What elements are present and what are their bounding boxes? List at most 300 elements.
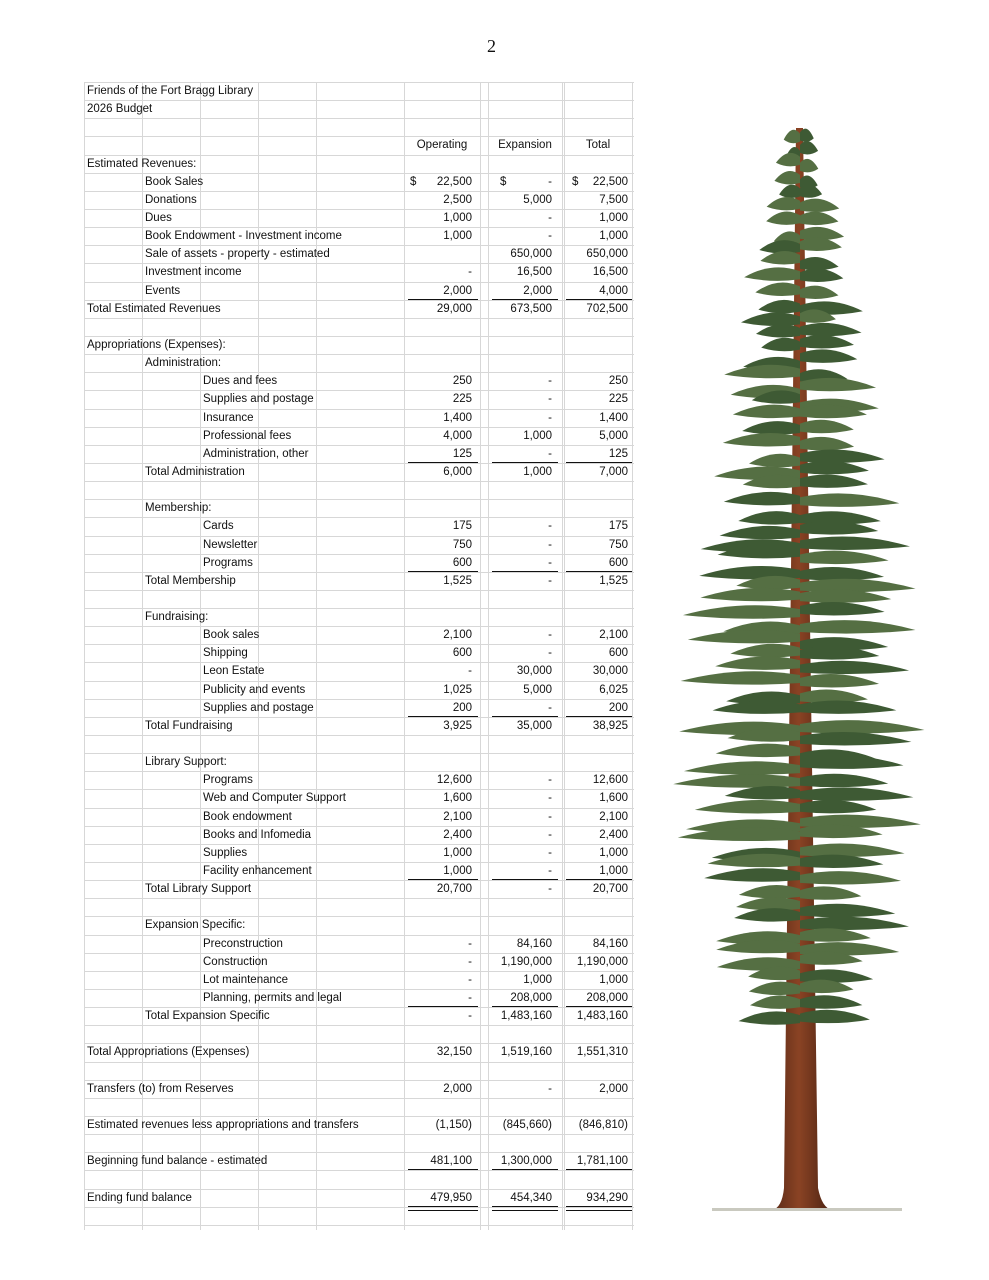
foliage-branch (742, 421, 800, 434)
row-label: Insurance (203, 411, 254, 424)
budget-row-appropriations-expenses (84, 336, 634, 354)
expansion-value: - (548, 629, 552, 642)
expansion-value: 2,000 (523, 284, 552, 297)
budget-row-fundraising (84, 608, 634, 626)
currency-symbol: $ (500, 175, 507, 188)
gridline-horizontal (84, 118, 634, 119)
subtotal-underline (408, 299, 478, 300)
foliage-branch (800, 787, 913, 800)
foliage-branch (800, 159, 818, 172)
total-value: 7,500 (599, 193, 628, 206)
row-label: Supplies and postage (203, 701, 314, 714)
total-value: 2,100 (599, 810, 628, 823)
gridline-horizontal (84, 1170, 634, 1171)
row-label: Events (145, 284, 181, 297)
budget-row-publicity-and-events (84, 681, 634, 699)
foliage-branch (673, 774, 800, 787)
operating-value: - (468, 992, 472, 1004)
foliage-branch (738, 511, 800, 524)
total-value: 16,500 (592, 266, 628, 279)
row-label: Total Library Support (145, 883, 252, 896)
row-label: Total Administration (145, 465, 245, 478)
foliage-branch (739, 885, 800, 898)
foliage-branch (800, 521, 878, 534)
subtotal-underline (566, 299, 632, 300)
expansion-value: 673,500 (510, 302, 552, 315)
expansion-value: 1,300,000 (500, 1155, 552, 1168)
foliage-branch (800, 199, 839, 212)
expansion-value: - (548, 393, 552, 406)
budget-row-book-sales (84, 626, 634, 644)
gridline-horizontal (84, 1134, 634, 1135)
row-label: Donations (145, 193, 197, 206)
total-value: 1,525 (599, 574, 628, 587)
operating-value: 600 (452, 556, 472, 569)
operating-value: 125 (452, 447, 472, 460)
gridline-horizontal (84, 1062, 634, 1063)
operating-value: - (468, 955, 472, 968)
foliage-branch (684, 761, 800, 774)
foliage-branch (800, 904, 895, 917)
budget-row-book-sales (84, 173, 634, 191)
expansion-value: - (548, 865, 552, 878)
expansion-value: - (548, 230, 552, 243)
foliage-branch (749, 454, 800, 467)
operating-value: 1,000 (443, 865, 472, 878)
foliage-branch (723, 433, 800, 446)
foliage-branch (800, 995, 862, 1008)
foliage-branch (800, 129, 814, 142)
budget-row-ending-fund-balance (84, 1189, 634, 1207)
row-label: Total Membership (145, 574, 236, 587)
budget-row-beginning-fund-balance-estimated (84, 1152, 634, 1170)
foliage-branch (681, 671, 800, 684)
gridline-horizontal (84, 1225, 634, 1226)
foliage-branch (744, 267, 800, 280)
subtotal-underline (566, 571, 632, 572)
foliage-branch (761, 338, 800, 351)
subtotal-underline (492, 299, 558, 300)
expansion-value: - (548, 792, 552, 805)
foliage-branch (733, 405, 800, 418)
operating-value: 1,000 (443, 230, 472, 243)
foliage-branch (749, 982, 800, 995)
budget-row-programs (84, 554, 634, 572)
expansion-value: - (548, 556, 552, 569)
expansion-value: - (548, 1082, 552, 1095)
foliage-branch (760, 251, 800, 264)
foliage-branch (800, 323, 862, 336)
operating-value: 2,400 (443, 828, 472, 841)
row-label: Programs (203, 556, 253, 569)
row-label: Beginning fund balance - estimated (87, 1155, 268, 1168)
foliage-branch (700, 588, 800, 601)
expansion-value: - (548, 810, 552, 823)
row-label: Expansion Specific: (145, 919, 246, 932)
row-label: Dues and fees (203, 375, 278, 388)
total-value: 1,000 (599, 230, 628, 243)
row-label: Administration: (145, 357, 222, 370)
foliage-branch (695, 800, 800, 813)
total-value: 702,500 (586, 302, 628, 315)
row-label: Book sales (203, 629, 260, 642)
budget-row-library-support (84, 753, 634, 771)
row-label: Construction (203, 955, 268, 968)
expansion-value: 1,190,000 (500, 955, 552, 968)
foliage-branch (758, 300, 800, 313)
budget-row-leon-estate (84, 662, 634, 680)
budget-row-supplies (84, 844, 634, 862)
row-label: Cards (203, 520, 234, 533)
operating-value: 2,000 (443, 284, 472, 297)
row-label: Book Sales (145, 175, 204, 188)
double-underline (408, 1206, 478, 1211)
title-line-1 (84, 82, 634, 100)
total-value: 20,700 (592, 883, 628, 896)
operating-value: 225 (452, 393, 472, 406)
subtotal-underline (492, 1006, 558, 1007)
budget-row-construction (84, 953, 634, 971)
total-value: 1,781,100 (576, 1155, 628, 1168)
gridline-horizontal (84, 898, 634, 899)
total-value: 38,925 (592, 719, 628, 732)
operating-value: - (468, 665, 472, 678)
row-label: Supplies (203, 846, 248, 859)
foliage-branch (683, 605, 800, 618)
row-label: Ending fund balance (87, 1191, 192, 1204)
operating-value: 3,925 (443, 719, 472, 732)
foliage-branch (774, 171, 800, 184)
row-label: Fundraising: (145, 611, 209, 624)
expansion-value: - (548, 447, 552, 460)
row-label: Library Support: (145, 756, 227, 769)
subtotal-underline (408, 716, 478, 717)
total-value: 125 (608, 447, 628, 460)
subtotal-underline (566, 1006, 632, 1007)
header-operating: Operating (416, 139, 468, 152)
expansion-value: 84,160 (516, 937, 552, 950)
org-name: Friends of the Fort Bragg Library (87, 85, 254, 97)
operating-value: 200 (452, 701, 472, 714)
row-label: Web and Computer Support (203, 792, 346, 805)
row-label: Total Expansion Specific (145, 1010, 270, 1023)
foliage-branch (800, 238, 842, 251)
foliage-branch (724, 492, 800, 505)
total-value: 1,000 (599, 865, 628, 878)
row-label: Investment income (145, 266, 242, 279)
foliage-branch (756, 324, 800, 337)
operating-value: 1,000 (443, 846, 472, 859)
header-total: Total (585, 139, 611, 152)
foliage-branch (800, 674, 879, 687)
budget-row-expansion-specific (84, 916, 634, 934)
total-value: 84,160 (592, 937, 628, 950)
budget-row-lot-maintenance (84, 971, 634, 989)
foliage-branch (713, 700, 800, 713)
row-label: Estimated revenues less appropriations and transfers (87, 1118, 359, 1131)
row-label: Books and Infomedia (203, 828, 312, 841)
expansion-value: 1,000 (523, 465, 552, 478)
foliage-branch (800, 800, 876, 813)
operating-value: - (468, 937, 472, 950)
budget-row-web-and-computer-support (84, 789, 634, 807)
budget-row-transfers-to-from-reserves (84, 1080, 634, 1098)
total-value: 1,000 (599, 846, 628, 859)
row-label: Transfers (to) from Reserves (87, 1082, 234, 1095)
total-value: 1,551,310 (576, 1046, 628, 1059)
row-label: Total Fundraising (145, 719, 233, 732)
row-label: Estimated Revenues: (87, 157, 197, 170)
subtotal-underline (408, 879, 478, 880)
foliage-branch (734, 908, 800, 921)
title-line-2 (84, 100, 634, 118)
expansion-value: 1,000 (523, 429, 552, 442)
budget-row-estimated-revenues (84, 155, 634, 173)
subtotal-underline (408, 462, 478, 463)
subtotal-underline (492, 1169, 558, 1170)
total-value: (846,810) (578, 1118, 628, 1131)
foliage-branch (716, 744, 800, 757)
expansion-value: 30,000 (516, 665, 552, 678)
total-value: 22,500 (592, 175, 628, 188)
row-label: Professional fees (203, 429, 292, 442)
subtotal-underline (566, 462, 632, 463)
operating-value: - (468, 266, 472, 279)
row-label: Appropriations (Expenses): (87, 338, 226, 351)
operating-value: 600 (452, 647, 472, 660)
budget-row-book-endowment (84, 808, 634, 826)
gridline-horizontal (84, 318, 634, 319)
foliage-branch (800, 700, 896, 713)
foliage-branch (715, 656, 800, 669)
total-value: 5,000 (599, 429, 628, 442)
foliage-branch (800, 286, 838, 299)
foliage-branch (800, 579, 916, 592)
foliage-branch (800, 184, 822, 197)
total-value: 650,000 (586, 248, 628, 261)
expansion-value: 1,000 (523, 973, 552, 986)
foliage-branch (704, 868, 800, 881)
foliage-branch (800, 378, 876, 391)
budget-row-total-administration (84, 463, 634, 481)
total-value: 1,483,160 (576, 1010, 628, 1023)
budget-row-insurance (84, 409, 634, 427)
subtotal-underline (408, 571, 478, 572)
foliage-branch (800, 602, 885, 615)
total-value: 12,600 (592, 774, 628, 787)
row-label: Preconstruction (203, 937, 283, 950)
total-value: 1,190,000 (576, 955, 628, 968)
budget-row-total-expansion-specific (84, 1007, 634, 1025)
operating-value: - (468, 1010, 472, 1023)
expansion-value: 16,500 (516, 266, 552, 279)
foliage-branch (800, 774, 888, 787)
expansion-value: - (548, 211, 552, 224)
operating-value: 32,150 (436, 1046, 472, 1059)
total-value: 934,290 (586, 1191, 628, 1204)
operating-value: 1,025 (443, 683, 472, 696)
foliage-branch (800, 732, 911, 745)
budget-row-total-appropriations-expenses (84, 1043, 634, 1061)
double-underline (492, 1206, 558, 1211)
budget-row-administration-other (84, 445, 634, 463)
gridline-horizontal (84, 1025, 634, 1026)
total-value: 1,600 (599, 792, 628, 805)
subtotal-underline (408, 1169, 478, 1170)
budget-row-dues-and-fees (84, 372, 634, 390)
row-label: Leon Estate (203, 665, 265, 678)
foliage-branch (800, 855, 883, 868)
operating-value: 22,500 (436, 175, 472, 188)
foliage-branch (688, 630, 800, 643)
budget-row-administration (84, 354, 634, 372)
expansion-value: - (548, 647, 552, 660)
row-label: Total Appropriations (Expenses) (87, 1046, 250, 1059)
budget-row-professional-fees (84, 427, 634, 445)
foliage-branch (800, 567, 884, 580)
foliage-branch (779, 185, 800, 198)
expansion-value: - (548, 846, 552, 859)
foliage-branch (800, 537, 910, 550)
foliage-branch (800, 755, 903, 768)
expansion-value: 35,000 (516, 719, 552, 732)
foliage-branch (755, 283, 800, 296)
budget-row-facility-enhancement (84, 862, 634, 880)
foliage-branch (800, 928, 871, 941)
budget-row-programs (84, 771, 634, 789)
row-label: Total Estimated Revenues (87, 302, 221, 315)
expansion-value: - (548, 538, 552, 551)
subtotal-underline (492, 462, 558, 463)
subtotal-underline (492, 879, 558, 880)
expansion-value: (845,660) (502, 1118, 552, 1131)
operating-value: 2,100 (443, 810, 472, 823)
operating-value: 175 (452, 520, 472, 533)
budget-row-books-and-infomedia (84, 826, 634, 844)
total-value: 2,400 (599, 828, 628, 841)
expansion-value: 650,000 (510, 248, 552, 261)
total-value: 250 (608, 375, 628, 388)
foliage-branch (800, 335, 854, 348)
operating-value: 1,525 (443, 574, 472, 587)
operating-value: 6,000 (443, 465, 472, 478)
foliage-branch (750, 995, 800, 1008)
budget-row-total-fundraising (84, 717, 634, 735)
ground-line (712, 1208, 902, 1211)
total-value: 225 (608, 393, 628, 406)
row-label: Book endowment (203, 810, 292, 823)
gridline-horizontal (84, 1098, 634, 1099)
expansion-value: 1,519,160 (500, 1046, 552, 1059)
operating-value: 12,600 (436, 774, 472, 787)
row-label: Lot maintenance (203, 973, 289, 986)
foliage-branch (800, 349, 857, 362)
subtotal-underline (566, 1169, 632, 1170)
expansion-value: - (548, 701, 552, 714)
operating-value: - (468, 973, 472, 986)
row-label: Sale of assets - property - estimated (145, 248, 330, 261)
expansion-value: 454,340 (510, 1191, 552, 1204)
foliage-branch (800, 420, 854, 433)
tree-foliage (673, 129, 924, 1025)
total-value: 1,000 (599, 211, 628, 224)
foliage-branch (741, 313, 800, 326)
budget-row-cards (84, 517, 634, 535)
foliage-branch (738, 1011, 800, 1024)
row-label: Supplies and postage (203, 393, 314, 406)
gridline-horizontal (84, 735, 634, 736)
total-value: 6,025 (599, 683, 628, 696)
currency-symbol: $ (572, 175, 579, 188)
expansion-value: - (548, 411, 552, 424)
total-value: 208,000 (586, 992, 628, 1004)
operating-value: 2,000 (443, 1082, 472, 1095)
budget-row-shipping (84, 644, 634, 662)
redwood-tree-illustration (672, 118, 940, 1218)
foliage-branch (730, 644, 800, 657)
budget-row-preconstruction (84, 935, 634, 953)
subtotal-underline (492, 716, 558, 717)
budget-row-total-estimated-revenues (84, 300, 634, 318)
operating-value: 4,000 (443, 429, 472, 442)
operating-value: 1,000 (443, 211, 472, 224)
budget-row-newsletter (84, 536, 634, 554)
budget-row-planning-permits-and-legal (84, 989, 634, 1007)
operating-value: 250 (452, 375, 472, 388)
currency-symbol: $ (410, 175, 417, 188)
foliage-branch (800, 212, 838, 225)
row-label: Book Endowment - Investment income (145, 230, 342, 243)
budget-row-book-endowment-investment-income (84, 227, 634, 245)
foliage-branch (784, 130, 800, 143)
operating-value: 2,500 (443, 193, 472, 206)
foliage-branch (800, 437, 854, 450)
page-number: 2 (487, 36, 496, 56)
operating-value: 2,100 (443, 629, 472, 642)
budget-row-estimated-revenues-less-appropriations-and-transfers (84, 1116, 634, 1134)
foliage-branch (720, 526, 800, 539)
expansion-value: - (548, 375, 552, 388)
row-label: Administration, other (203, 447, 309, 460)
row-label: Membership: (145, 502, 212, 515)
row-label: Planning, permits and legal (203, 992, 342, 1004)
expansion-value: - (548, 883, 552, 896)
total-value: 4,000 (599, 284, 628, 297)
foliage-branch (800, 493, 899, 506)
header-expansion: Expansion (498, 139, 552, 152)
subtotal-underline (566, 716, 632, 717)
foliage-branch (766, 211, 800, 224)
foliage-branch (776, 153, 800, 166)
foliage-branch (800, 257, 839, 270)
operating-value: 29,000 (436, 302, 472, 315)
gridline-horizontal (84, 481, 634, 482)
double-underline (566, 1206, 632, 1211)
operating-value: (1,150) (435, 1118, 472, 1131)
foliage-branch (800, 661, 909, 674)
budget-row-total-membership (84, 572, 634, 590)
gridline-horizontal (84, 590, 634, 591)
foliage-branch (724, 365, 800, 378)
foliage-branch (800, 886, 861, 899)
row-label: Facility enhancement (203, 865, 312, 878)
budget-row-membership (84, 499, 634, 517)
total-value: 600 (608, 647, 628, 660)
row-label: Programs (203, 774, 253, 787)
operating-value: 1,600 (443, 792, 472, 805)
total-value: 30,000 (592, 665, 628, 678)
budget-row-donations (84, 191, 634, 209)
